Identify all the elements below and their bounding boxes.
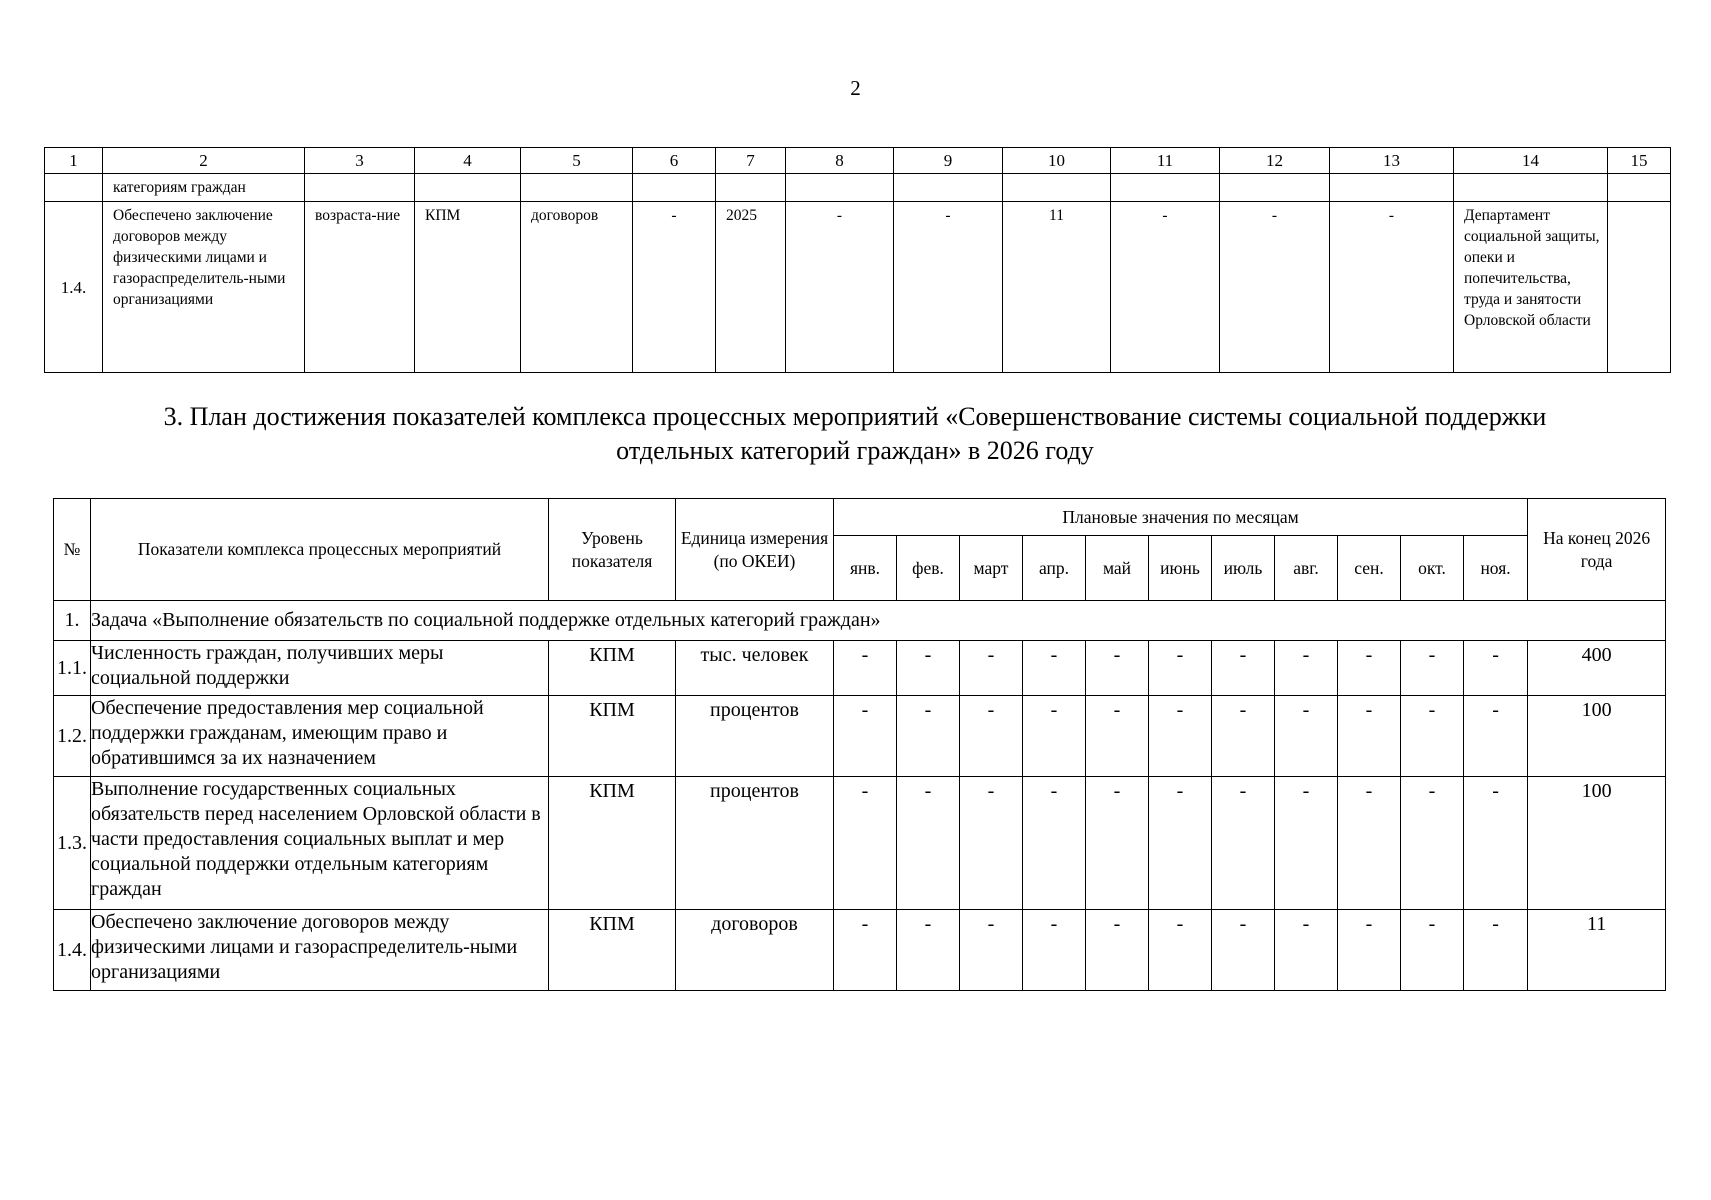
- month-value: -: [1149, 696, 1212, 777]
- month-value: -: [897, 777, 960, 910]
- unit: договоров: [676, 910, 834, 991]
- month-value: -: [1149, 777, 1212, 910]
- header-month: янв.: [834, 536, 897, 601]
- indicator-name: Обеспечено заключение договоров между физическими лицами и газораспределитель-ными организациями: [91, 910, 549, 991]
- year-value: -: [836, 207, 843, 224]
- month-value: -: [1464, 777, 1528, 910]
- header-row-1: [54, 499, 1666, 536]
- month-value: -: [1212, 641, 1275, 696]
- unit: процентов: [676, 696, 834, 777]
- column-number: 8: [786, 148, 894, 174]
- section-title-line-2: отдельных категорий граждан» в 2026 году: [616, 436, 1094, 465]
- month-value: -: [1149, 910, 1212, 991]
- month-value: -: [1338, 777, 1401, 910]
- continuation-text: категориям граждан: [113, 179, 246, 196]
- month-value: -: [1275, 696, 1338, 777]
- month-value: -: [1464, 696, 1528, 777]
- indicator-name: Обеспечение предоставления мер социальной поддержки гражданам, имеющим право и обратившимся за их назначением: [91, 696, 549, 777]
- table-row: [54, 641, 1666, 696]
- column-number: 14: [1454, 148, 1608, 174]
- header-end-of-year: На конец 2026 года: [1528, 499, 1666, 601]
- month-value: -: [960, 641, 1023, 696]
- indicator-name: Численность граждан, получивших меры социальной поддержки: [91, 641, 549, 696]
- month-value: -: [1086, 696, 1149, 777]
- year-value: -: [945, 207, 951, 224]
- month-value: -: [960, 777, 1023, 910]
- header-month: окт.: [1401, 536, 1464, 601]
- table-row: [45, 202, 1671, 373]
- month-value: -: [1023, 910, 1086, 991]
- section-title-line-1: 3. План достижения показателей комплекса процессных мероприятий «Совершенствование системы социальной поддержки: [163, 402, 1547, 431]
- end-of-year-value: 100: [1528, 696, 1666, 777]
- level: КПМ: [425, 207, 461, 224]
- level: КПМ: [549, 777, 676, 910]
- column-number: 10: [1003, 148, 1111, 174]
- header-month: май: [1086, 536, 1149, 601]
- task-row: [54, 601, 1666, 641]
- month-value: -: [834, 641, 897, 696]
- month-value: -: [1086, 641, 1149, 696]
- month-value: -: [1464, 910, 1528, 991]
- month-value: -: [1401, 641, 1464, 696]
- column-number: 4: [415, 148, 521, 174]
- section-heading: [60, 400, 1650, 468]
- month-value: -: [834, 910, 897, 991]
- header-level: Уровень показателя: [549, 499, 676, 601]
- month-value: -: [1338, 641, 1401, 696]
- row-index: 1.3.: [54, 777, 91, 910]
- header-indicator: Показатели комплекса процессных мероприятий: [91, 499, 549, 601]
- header-month: сен.: [1338, 536, 1401, 601]
- header-num: №: [54, 499, 91, 601]
- header-month: июль: [1212, 536, 1275, 601]
- month-value: -: [1023, 777, 1086, 910]
- month-value: -: [1401, 910, 1464, 991]
- column-number: 2: [103, 148, 305, 174]
- indicator-name: Выполнение государственных социальных обязательств перед населением Орловской области в части предоставления социальных выплат и мер социальной поддержки отдельным категориям граждан: [91, 777, 549, 910]
- table-row: [54, 696, 1666, 777]
- month-value: -: [834, 696, 897, 777]
- month-value: -: [1275, 910, 1338, 991]
- header-month: авг.: [1275, 536, 1338, 601]
- month-value: -: [1086, 777, 1149, 910]
- continuation-row: [45, 174, 1671, 202]
- month-value: -: [960, 910, 1023, 991]
- page-number: 2: [850, 76, 861, 100]
- monthly-plan-table: [53, 498, 1666, 991]
- year-value: -: [1162, 207, 1168, 224]
- month-value: -: [897, 696, 960, 777]
- unit: договоров: [531, 207, 599, 224]
- table-row: [54, 910, 1666, 991]
- month-value: -: [897, 910, 960, 991]
- header-month: фев.: [897, 536, 960, 601]
- direction: возраста-ние: [315, 207, 401, 224]
- last-column: [1608, 202, 1670, 205]
- task-index: 1.: [54, 601, 91, 641]
- level: КПМ: [549, 641, 676, 696]
- month-value: -: [960, 696, 1023, 777]
- column-numbers-row: [45, 148, 1671, 174]
- month-value: -: [1149, 641, 1212, 696]
- month-value: -: [1212, 696, 1275, 777]
- base-year: 2025: [726, 207, 757, 224]
- month-value: -: [1086, 910, 1149, 991]
- year-value: -: [1271, 207, 1278, 224]
- column-number: 5: [521, 148, 633, 174]
- column-number: 11: [1111, 148, 1220, 174]
- month-value: -: [1338, 696, 1401, 777]
- month-value: -: [1275, 641, 1338, 696]
- month-value: -: [834, 777, 897, 910]
- month-value: -: [1212, 910, 1275, 991]
- month-value: -: [1464, 641, 1528, 696]
- month-value: -: [1338, 910, 1401, 991]
- column-number: 15: [1608, 148, 1671, 174]
- row-index: 1.1.: [54, 641, 91, 696]
- previous-indicators-table: [44, 147, 1671, 373]
- column-number: 12: [1220, 148, 1330, 174]
- column-number: 6: [633, 148, 716, 174]
- month-value: -: [1401, 777, 1464, 910]
- header-month: апр.: [1023, 536, 1086, 601]
- column-number: 13: [1330, 148, 1454, 174]
- column-number: 7: [716, 148, 786, 174]
- row-index: 1.4.: [54, 910, 91, 991]
- month-value: -: [1212, 777, 1275, 910]
- column-number: 1: [45, 148, 103, 174]
- end-of-year-value: 100: [1528, 777, 1666, 910]
- month-value: -: [897, 641, 960, 696]
- indicator-name: Обеспечено заключение договоров между физическими лицами и газораспределитель-ными организациями: [113, 207, 286, 308]
- level: КПМ: [549, 696, 676, 777]
- end-of-year-value: 400: [1528, 641, 1666, 696]
- header-month: июнь: [1149, 536, 1212, 601]
- row-index: 1.2.: [54, 696, 91, 777]
- month-value: -: [1023, 641, 1086, 696]
- table-row: [54, 777, 1666, 910]
- unit: тыс. человек: [676, 641, 834, 696]
- unit: процентов: [676, 777, 834, 910]
- header-month: март: [960, 536, 1023, 601]
- column-number: 9: [894, 148, 1003, 174]
- base-value: -: [671, 207, 677, 224]
- month-value: -: [1023, 696, 1086, 777]
- header-months-group: Плановые значения по месяцам: [834, 499, 1528, 536]
- row-index: 1.4.: [45, 202, 103, 373]
- end-of-year-value: 11: [1528, 910, 1666, 991]
- header-month: ноя.: [1464, 536, 1528, 601]
- responsible: Департамент социальной защиты, опеки и попечительства, труда и занятости Орловской области: [1464, 207, 1600, 329]
- level: КПМ: [549, 910, 676, 991]
- column-number: 3: [305, 148, 415, 174]
- month-value: -: [1401, 696, 1464, 777]
- year-value: -: [1388, 207, 1395, 224]
- header-unit: Единица измерения (по ОКЕИ): [676, 499, 834, 601]
- year-value: 11: [1049, 207, 1064, 224]
- month-value: -: [1275, 777, 1338, 910]
- task-text: Задача «Выполнение обязательств по социальной поддержке отдельных категорий граждан»: [91, 601, 1666, 641]
